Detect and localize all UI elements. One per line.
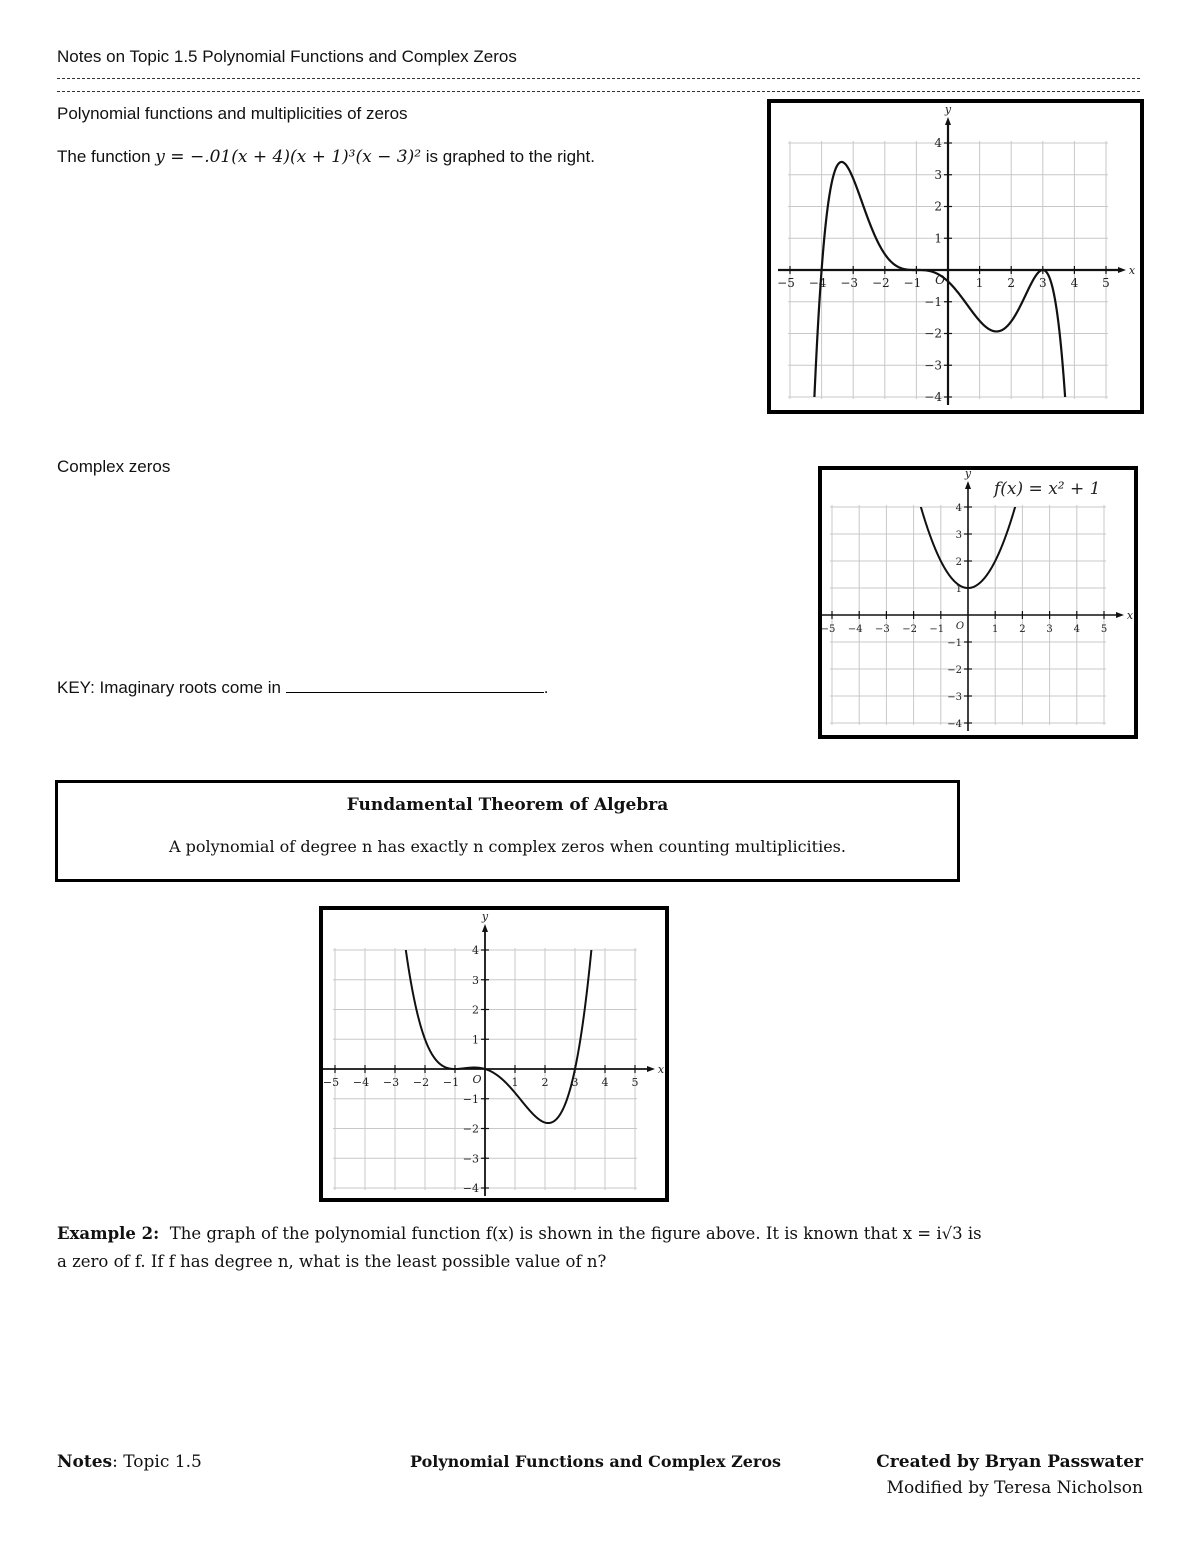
y-tick-label: 2 — [955, 557, 962, 568]
x-tick-label: 2 — [541, 1076, 549, 1089]
example-label: Example 2 — [57, 1224, 154, 1243]
y-tick-label: 3 — [955, 530, 962, 541]
x-axis-arrow — [647, 1066, 655, 1072]
y-tick-label: −2 — [462, 1122, 479, 1136]
x-tick-label: −4 — [808, 276, 827, 290]
x-tick-label: 1 — [975, 276, 984, 290]
y-tick-label: −4 — [462, 1182, 479, 1195]
y-axis-label: y — [481, 910, 489, 923]
x-tick-label: 3 — [571, 1076, 579, 1089]
x-tick-label: 5 — [631, 1076, 639, 1089]
y-tick-label: −2 — [924, 326, 942, 341]
graph-title: f(x) = x² + 1 — [994, 479, 1101, 499]
y-axis-label: y — [964, 470, 972, 480]
y-tick-label: −4 — [924, 390, 942, 404]
footer-modified-by: Modified by Teresa Nicholson — [886, 1478, 1143, 1498]
x-tick-label: 4 — [601, 1076, 609, 1089]
x-tick-label: −2 — [871, 276, 890, 290]
x-tick-label: 2 — [1007, 276, 1016, 290]
section-heading-complex-zeros: Complex zeros — [57, 457, 171, 476]
y-axis-label: y — [944, 103, 952, 116]
x-tick-label: −4 — [352, 1076, 370, 1089]
y-tick-label: −3 — [462, 1152, 479, 1166]
y-tick-label: −1 — [462, 1092, 479, 1106]
x-tick-label: −2 — [902, 624, 917, 635]
function-sentence-end: is graphed to the right. — [425, 147, 595, 166]
theorem-statement: A polynomial of degree n has exactly n complex zeros when counting multiplicities. — [169, 837, 846, 856]
section-heading-multiplicities: Polynomial functions and multiplicities of zeros — [57, 104, 408, 123]
graph-frame-3 — [319, 906, 669, 1202]
x-tick-label: −3 — [875, 624, 890, 635]
x-tick-label: 4 — [1070, 276, 1079, 290]
x-tick-label: −5 — [822, 624, 836, 635]
footer-notes — [57, 1452, 202, 1472]
function-sentence — [57, 147, 595, 167]
x-axis-label: x — [1126, 609, 1134, 622]
y-tick-label: 2 — [472, 1003, 479, 1017]
example-text-2: a zero of f. If f has degree n, what is the least possible value of n? — [57, 1252, 607, 1271]
x-tick-label: −1 — [442, 1076, 460, 1089]
x-tick-label: −3 — [382, 1076, 400, 1089]
function-sentence-start: The function — [57, 147, 151, 166]
x-tick-label: −4 — [847, 624, 863, 635]
x-tick-label: 5 — [1100, 624, 1108, 635]
x-tick-label: −5 — [323, 1076, 340, 1089]
y-tick-label: 2 — [934, 199, 942, 214]
x-axis-label: x — [657, 1063, 665, 1076]
graph-frame-1 — [767, 99, 1144, 414]
example-2 — [57, 1220, 1157, 1276]
theorem-title: Fundamental Theorem of Algebra — [346, 795, 669, 815]
graph-parabola — [822, 470, 1134, 735]
footer-notes-value: : Topic 1.5 — [112, 1452, 202, 1472]
x-tick-label: 1 — [511, 1076, 519, 1089]
example-text-1: The graph of the polynomial function f(x) is shown in the figure above. It is known that x = i√3 is — [169, 1224, 982, 1243]
key-end: . — [543, 678, 549, 697]
x-tick-label: 3 — [1038, 276, 1047, 290]
x-axis-arrow — [1118, 267, 1126, 273]
key-sentence — [57, 678, 548, 698]
x-tick-label: 1 — [992, 624, 999, 635]
example-line-1: Example 2: The graph of the polynomial function f(x) is shown in the figure above. It is known that x = i√3 is — [57, 1224, 982, 1243]
y-tick-label: −1 — [924, 294, 942, 309]
y-tick-label: 1 — [934, 231, 942, 246]
x-axis-arrow — [1116, 612, 1124, 618]
y-tick-label: 4 — [472, 944, 479, 957]
y-tick-label: −4 — [947, 719, 962, 730]
x-tick-label: 2 — [1019, 624, 1026, 635]
y-tick-label: −1 — [947, 638, 962, 649]
x-tick-label: −1 — [929, 624, 945, 635]
y-tick-label: 4 — [934, 136, 942, 150]
y-tick-label: −3 — [947, 692, 962, 703]
y-tick-label: −2 — [947, 665, 962, 676]
footer-notes-label: Notes — [57, 1452, 113, 1472]
graph-frame-2 — [818, 466, 1138, 739]
x-tick-label: 3 — [1046, 624, 1053, 635]
x-tick-label: 5 — [1102, 276, 1110, 290]
x-tick-label: −2 — [412, 1076, 430, 1089]
y-tick-label: 3 — [472, 973, 479, 987]
y-tick-label: 4 — [955, 503, 962, 514]
x-tick-label: −3 — [840, 276, 859, 290]
footer-created-by: Created by Bryan Passwater — [876, 1452, 1143, 1472]
graph-polynomial-3 — [323, 910, 665, 1198]
y-axis-arrow — [945, 117, 951, 125]
graph-polynomial-1 — [771, 103, 1140, 410]
y-tick-label: −3 — [924, 358, 942, 373]
origin-label: O — [472, 1073, 482, 1086]
x-tick-label: −5 — [777, 276, 795, 290]
y-axis-arrow — [482, 924, 488, 932]
origin-label: O — [955, 621, 965, 632]
page-title: Notes on Topic 1.5 Polynomial Functions and Complex Zeros — [57, 47, 517, 66]
function-equation: y = −.01(x + 4)(x + 1)³(x − 3)² — [155, 147, 422, 167]
origin-label: O — [935, 273, 945, 287]
key-answer-blank[interactable] — [286, 678, 544, 693]
key-text: Imaginary roots come in — [99, 678, 281, 697]
header-divider — [57, 78, 1140, 92]
y-axis-arrow — [965, 481, 971, 489]
key-label: KEY: — [57, 678, 95, 697]
y-tick-label: 1 — [955, 584, 962, 595]
x-tick-label: 4 — [1073, 624, 1080, 635]
y-tick-label: 3 — [934, 167, 942, 182]
theorem-box — [55, 780, 960, 882]
footer-center-title: Polynomial Functions and Complex Zeros — [410, 1452, 782, 1471]
x-axis-label: x — [1128, 264, 1136, 277]
y-tick-label: 1 — [472, 1033, 479, 1047]
x-tick-label: −1 — [903, 276, 922, 290]
